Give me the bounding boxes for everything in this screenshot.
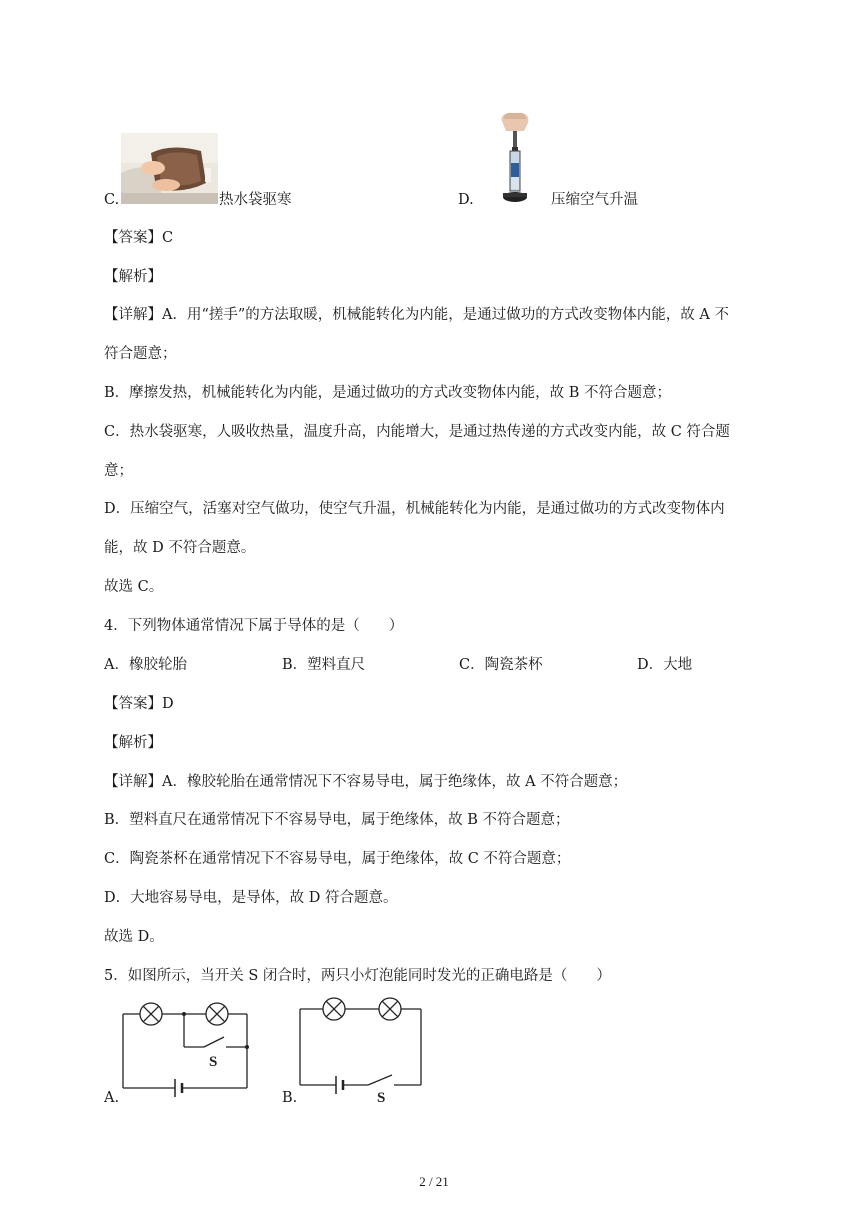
q3-option-c-text: 热水袋驱寒	[219, 192, 292, 208]
circuit-a-letter: A.	[104, 1090, 120, 1106]
q3-detail-4b: 能，故 D 不符合题意。	[104, 540, 256, 556]
q4-option-d: D．大地	[637, 657, 693, 673]
circuit-diagram-b	[296, 995, 426, 1106]
q4-option-b: B．塑料直尺	[282, 657, 366, 673]
circuit-b-switch-label: S	[377, 1090, 386, 1106]
circuit-a-switch-label: S	[209, 1054, 218, 1070]
q3-detail-3b: 意；	[104, 463, 133, 479]
q3-option-d-letter: D.	[458, 192, 474, 208]
q3-detail-3a: C．热水袋驱寒，人吸收热量，温度升高，内能增大，是通过热传递的方式改变内能，故 C 符合题	[104, 424, 730, 440]
q3-conclusion: 故选 C。	[104, 579, 164, 595]
air-compression-image	[490, 111, 540, 209]
q5-question: 5．如图所示，当开关 S 闭合时，两只小灯泡能同时发光的正确电路是（ ）	[104, 968, 611, 984]
circuit-b-letter: B.	[282, 1090, 298, 1106]
q4-option-c: C．陶瓷茶杯	[459, 657, 543, 673]
q4-option-a: A．橡胶轮胎	[104, 657, 187, 673]
q3-detail-1a: 【详解】A．用“搓手”的方法取暖，机械能转化为内能，是通过做功的方式改变物体内能，故 A 不	[104, 307, 729, 323]
q3-analysis-label: 【解析】	[104, 269, 162, 285]
q3-detail-4a: D．压缩空气，活塞对空气做功，使空气升温，机械能转化为内能，是通过做功的方式改变物体内	[104, 501, 725, 517]
q4-detail-2: B．塑料直尺在通常情况下不容易导电，属于绝缘体，故 B 不符合题意；	[104, 812, 570, 828]
q3-detail-1b: 符合题意；	[104, 346, 177, 362]
q3-option-c-letter: C.	[104, 192, 120, 208]
hot-water-bottle-image	[121, 133, 218, 204]
q4-answer: 【答案】D	[104, 696, 174, 712]
q3-option-d-text: 压缩空气升温	[551, 192, 638, 208]
q4-detail-4: D．大地容易导电，是导体，故 D 符合题意。	[104, 890, 398, 906]
q4-detail-1: 【详解】A．橡胶轮胎在通常情况下不容易导电，属于绝缘体，故 A 不符合题意；	[104, 774, 628, 790]
q4-analysis-label: 【解析】	[104, 735, 162, 751]
q3-answer: 【答案】C	[104, 230, 174, 246]
page-number: 2 / 21	[419, 1174, 449, 1189]
circuit-diagram-a	[120, 1000, 252, 1096]
q4-conclusion: 故选 D。	[104, 929, 164, 945]
q4-question: 4．下列物体通常情况下属于导体的是（ ）	[104, 618, 404, 634]
q3-detail-2: B．摩擦发热，机械能转化为内能，是通过做功的方式改变物体内能，故 B 不符合题意；	[104, 385, 672, 401]
q4-detail-3: C．陶瓷茶杯在通常情况下不容易导电，属于绝缘体，故 C 不符合题意；	[104, 851, 571, 867]
